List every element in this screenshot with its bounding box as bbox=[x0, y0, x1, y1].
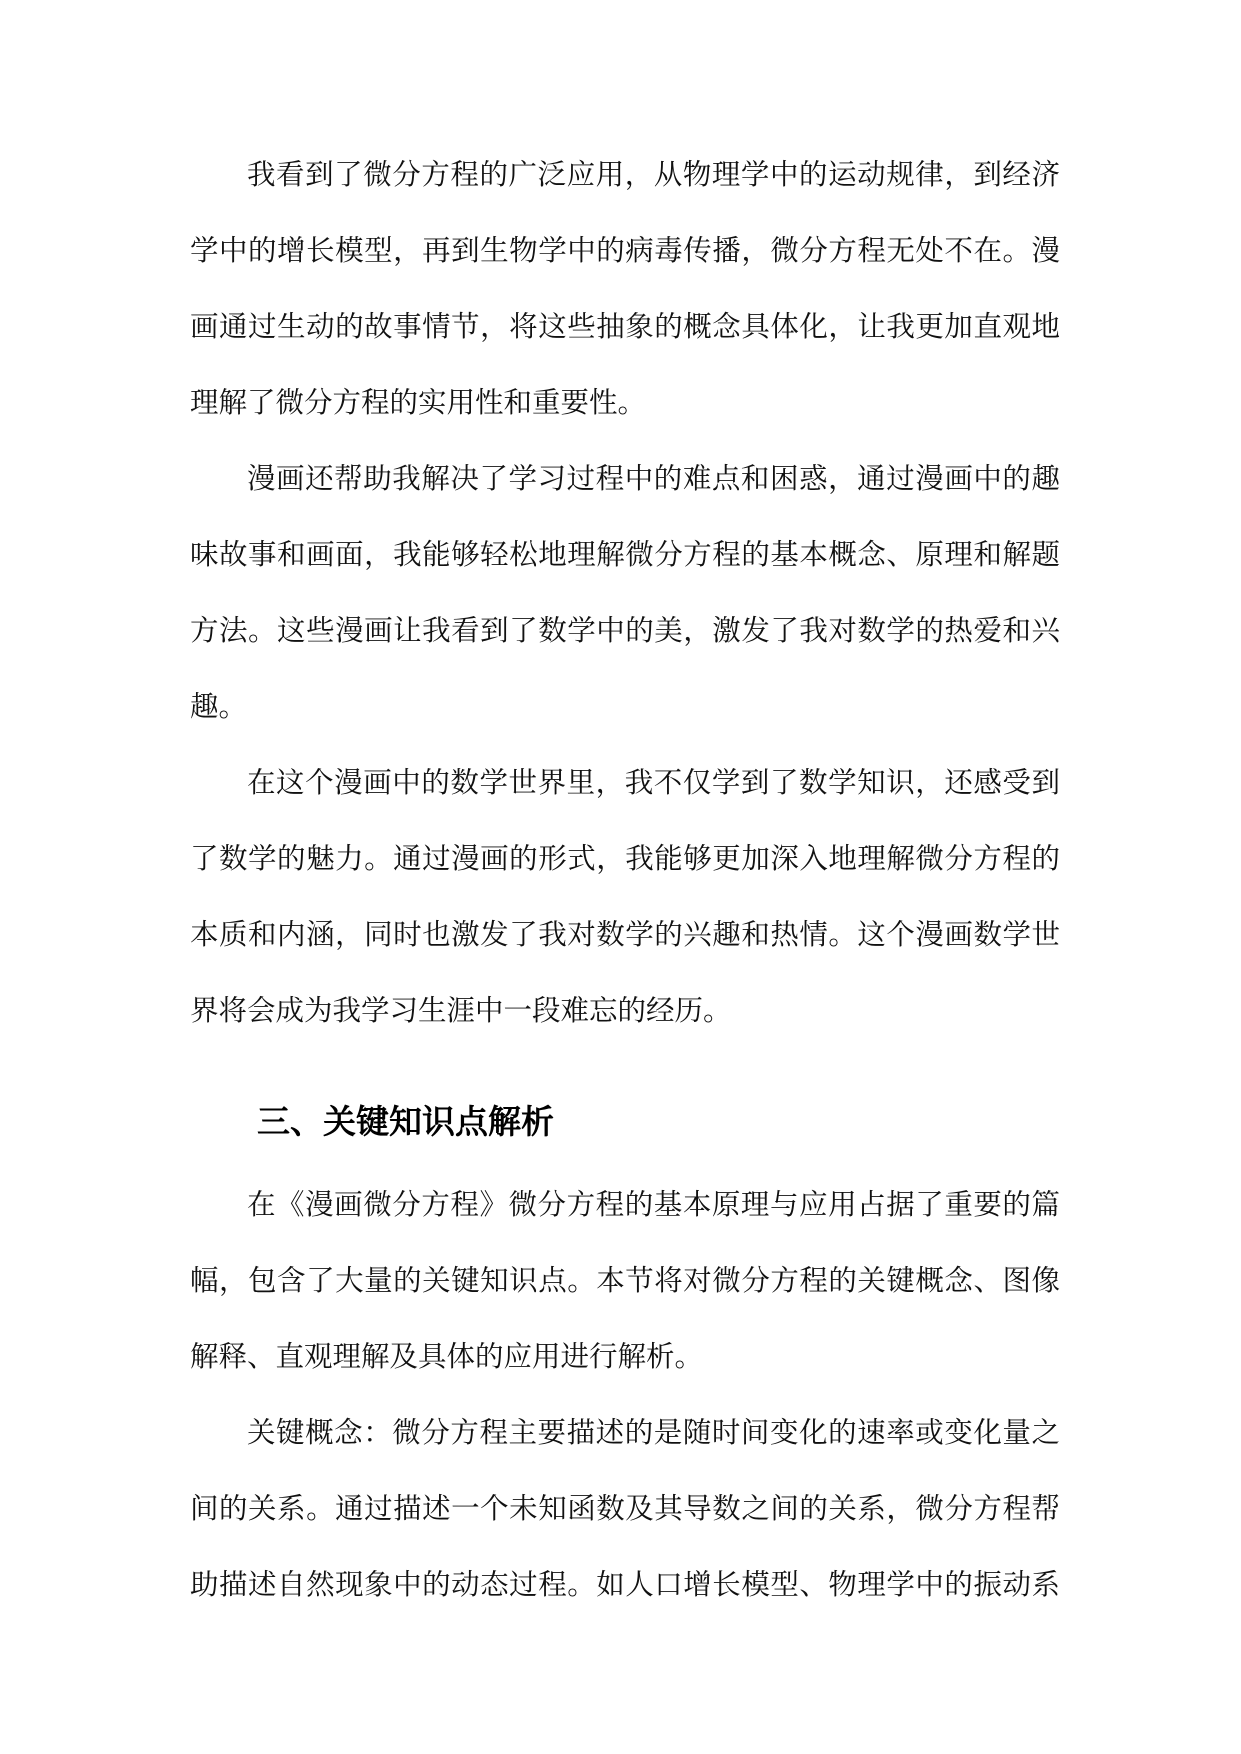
text-line: 方法。这些漫画让我看到了数学中的美，激发了我对数学的热爱和兴 bbox=[190, 614, 1060, 647]
text-line: 幅，包含了大量的关键知识点。本节将对微分方程的关键概念、图像 bbox=[190, 1264, 1060, 1297]
text-line: 界将会成为我学习生涯中一段难忘的经历。 bbox=[190, 994, 732, 1027]
text-line: 间的关系。通过描述一个未知函数及其导数之间的关系，微分方程帮 bbox=[190, 1492, 1060, 1525]
text-line: 漫画还帮助我解决了学习过程中的难点和困惑，通过漫画中的趣 bbox=[247, 462, 1060, 495]
text-line: 助描述自然现象中的动态过程。如人口增长模型、物理学中的振动系 bbox=[190, 1568, 1060, 1601]
text-line: 画通过生动的故事情节，将这些抽象的概念具体化，让我更加直观地 bbox=[190, 310, 1060, 343]
text-line: 味故事和画面，我能够轻松地理解微分方程的基本概念、原理和解题 bbox=[190, 538, 1060, 571]
text-line: 学中的增长模型，再到生物学中的病毒传播，微分方程无处不在。漫 bbox=[190, 234, 1060, 267]
paragraph-1 bbox=[190, 137, 1060, 441]
text-line: 解释、直观理解及具体的应用进行解析。 bbox=[190, 1340, 704, 1373]
paragraph-3 bbox=[190, 745, 1060, 1049]
document-body bbox=[190, 137, 1060, 1623]
text-line: 理解了微分方程的实用性和重要性。 bbox=[190, 386, 647, 419]
paragraph-4 bbox=[190, 1167, 1060, 1395]
text-line: 关键概念：微分方程主要描述的是随时间变化的速率或变化量之 bbox=[247, 1416, 1060, 1449]
text-line: 我看到了微分方程的广泛应用，从物理学中的运动规律，到经济 bbox=[247, 158, 1060, 191]
paragraph-2 bbox=[190, 441, 1060, 745]
text-line: 趣。 bbox=[190, 690, 248, 723]
text-line: 在《漫画微分方程》微分方程的基本原理与应用占据了重要的篇 bbox=[247, 1188, 1060, 1221]
text-line: 在这个漫画中的数学世界里，我不仅学到了数学知识，还感受到 bbox=[247, 766, 1060, 799]
text-line: 了数学的魅力。通过漫画的形式，我能够更加深入地理解微分方程的 bbox=[190, 842, 1060, 875]
paragraph-5 bbox=[190, 1395, 1060, 1623]
text-line: 本质和内涵，同时也激发了我对数学的兴趣和热情。这个漫画数学世 bbox=[190, 918, 1060, 951]
section-heading: 三、关键知识点解析 bbox=[257, 1102, 554, 1141]
